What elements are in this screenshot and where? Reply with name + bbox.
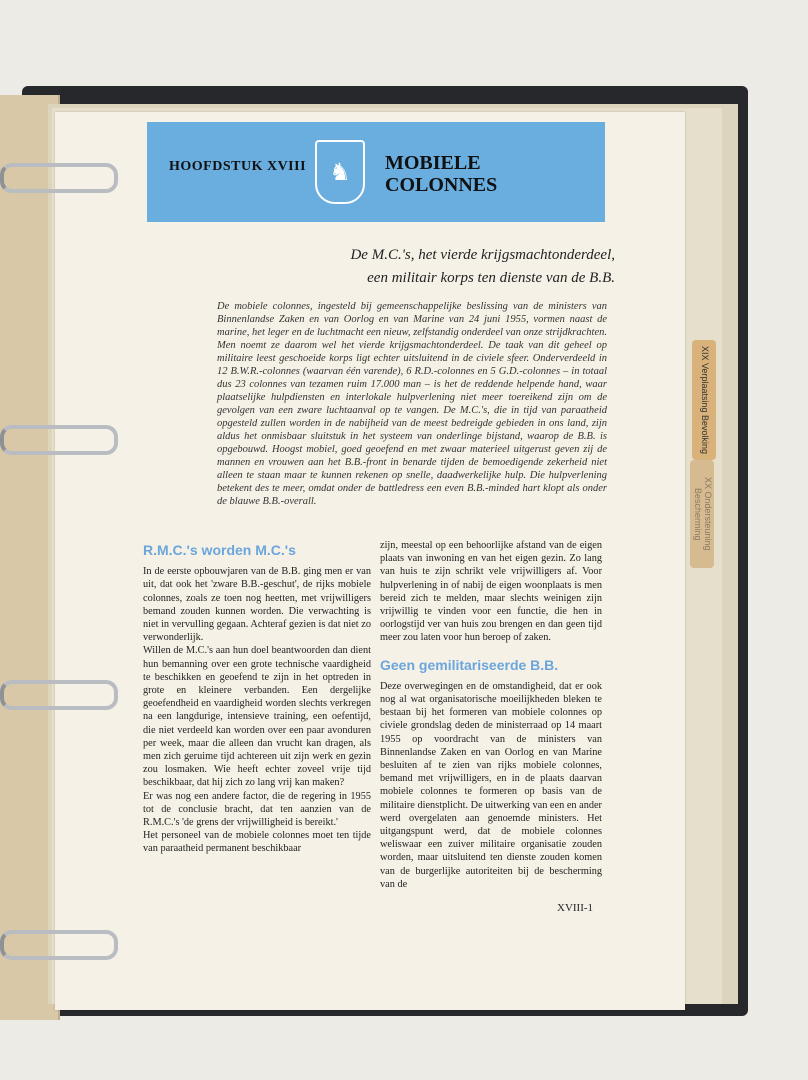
- document-page: [55, 112, 685, 1010]
- section-heading-2: Geen gemilitariseerde B.B.: [380, 656, 559, 673]
- right-column: [380, 539, 602, 891]
- binder-ring-2: [0, 425, 118, 455]
- paragraph: Deze overwegingen en de omstandigheid, dat er ook nog al wat organisatorische moeilijkheden bleken te bestaan bij het formeren van mobiele colonnes op civiele grondslag deden de ministerraad op 14 maart 1955 op voordracht van de ministers van Binnenlandse Zaken en van Oorlog en van Marine besluiten af te zien van rijks mobiele colonnes, bemand met vrijwilligers, en in de plaats daarvan mobiele colonnes te formeren op basis van de militaire dienstplicht. De uitwerking van een en ander werd overgelaten aan genoemde ministers. Het uitgangspunt werd, dat de mobiele colonnes weliswaar een zuiver militaire organisatie zouden worden, maar uitsluitend ten dienste zouden komen van de burgerlijke autoriteiten bij de bescherming van de: [380, 680, 602, 890]
- chapter-title-line1: MOBIELE: [385, 152, 481, 174]
- index-tab-xix[interactable]: XIX Verplaatsing Bevolking: [692, 340, 716, 460]
- chapter-banner: [147, 122, 605, 222]
- page-number: XVIII-1: [557, 902, 594, 914]
- chapter-subtitle: [255, 244, 615, 290]
- binder-ring-3: [0, 680, 118, 710]
- chapter-label: HOOFDSTUK XVIII: [169, 159, 307, 174]
- intro-paragraph: De mobiele colonnes, ingesteld bij gemeenschappelijke beslissing van de ministers van Binnenlandse Zaken en van Oorlog en van Marine van 24 juni 1955, vormen naast de marine, het leger en de luchtmacht een nieuw, zelfstandig onderdeel van onze strijdkrachten. Men noemt ze daarom wel het vierde krijgsmachtonderdeel. De taak van dit geheel op militaire leest geschoeide korps ligt echter uitsluitend in de civiele sfeer. Onderverdeeld in 12 B.W.R.-colonnes (waarvan één varende), 6 R.D.-colonnes en 5 G.D.-colonnes – in totaal dus 23 colonnes van tezamen ruim 17.000 man – is het de reddende helpende hand, waar plaatselijke hulpdiensten en interlokale hulpverlening niet meer toereikend zijn om de gevolgen van een zware luchtaanval op te vangen. De M.C.'s, die in tijd van paraatheid opgesteld zullen worden in de nabijheid van de meest bedreigde gebieden in ons land, zijn aldus het onmisbaar sluitstuk in het systeem van onderlinge bijstand, waarop de B.B. is opgebouwd. Hoogst mobiel, goed geoefend en met zwaar materieel uitgerust geven zij de mannen en vrouwen aan het B.B.-front in benarde tijden de bemoedigende zekerheid niet alleen te staan maar te kunnen rekenen op snelle, daadwerkelijke hulp. Die hulpverlening betekent des te meer, omdat onder de battledress een even B.B.-minded hart klopt als onder de blauwe B.B.-overall.: [217, 301, 607, 507]
- section-heading-1: R.M.C.'s worden M.C.'s: [143, 542, 296, 558]
- paragraph: zijn, meestal op een behoorlijke afstand van de eigen plaats van inwoning en van het eigen gezin. Zo lang van huis te zijn schrikt vele vrijwilligers af. Voor hulpverlening in of nabij de eigen woonplaats is men bereid zich te melden, maar slechts weinigen zijn vrijwillig te vinden voor een functie, die hen in oorlogstijd ver van huis zou brengen en dan geen tijd meer zou laten voor hun beroep of zaken.: [380, 540, 602, 644]
- chapter-title: [385, 152, 497, 196]
- subtitle-line1: De M.C.'s, het vierde krijgsmachtonderdeel,: [350, 247, 615, 263]
- chapter-title-line2: COLONNES: [385, 174, 498, 196]
- binder-ring-4: [0, 930, 118, 960]
- index-tab-xx[interactable]: XX Ondersteuning Bescherming: [690, 460, 714, 568]
- paragraph: Het personeel van de mobiele colonnes moet ten tijde van paraatheid permanent beschikbaar: [143, 830, 371, 855]
- paragraph: Willen de M.C.'s aan hun doel beantwoorden dan dient hun bemanning over een grote technische vaardigheid te beschikken en geoefend te zijn in het optreden in grote en kleinere verbanden. Een dergelijke geoefendheid en vaardigheid worden slechts verkregen na een langdurige, intensieve training, een oefentijd, die niet verdeeld kan worden over een paar avonduren per week, maar die alleen dan vrucht kan dragen, als men zich geruime tijd achtereen uit zijn werk en gezin zou losmaken. Wie heeft echter zoveel vrije tijd beschikbaar, dat hij zich zo lang vrij kan maken?: [143, 645, 371, 789]
- binder-ring-1: [0, 163, 118, 193]
- subtitle-line2: een militair korps ten dienste van de B.B.: [367, 270, 615, 286]
- paragraph: Er was nog een andere factor, die de regering in 1955 tot de conclusie bracht, dat ten aanzien van de R.M.C.'s 'de grens der vrijwilligheid is bereikt.': [143, 790, 371, 829]
- paragraph: In de eerste opbouwjaren van de B.B. ging men er van uit, dat ook het 'zware B.B.-geschut', de rijks mobiele colonnes, zoals ze toen nog heetten, met vrijwilligers bemand zouden kunnen worden. Die verwachting is niet in vervulling gegaan. Achteraf gezien is dat niet zo verwonderlijk.: [143, 566, 371, 644]
- shield-crest-icon: ♞: [315, 140, 365, 204]
- left-column: [143, 544, 371, 856]
